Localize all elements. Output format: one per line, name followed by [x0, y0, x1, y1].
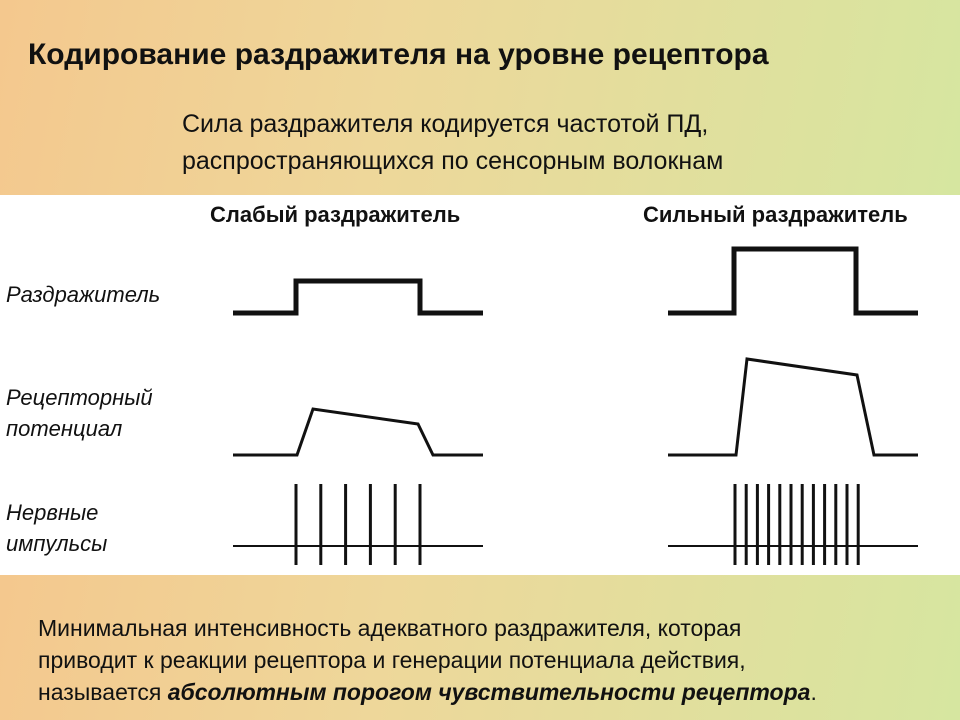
subtitle-line-2: распространяющихся по сенсорным волокнам — [182, 147, 724, 175]
row-label-nerve-line-2: импульсы — [6, 531, 108, 556]
weak-impulse-group — [296, 484, 420, 565]
row-label-receptor-line-1: Рецепторный — [6, 385, 153, 410]
page-title: Кодирование раздражителя на уровне рецептора — [28, 38, 769, 71]
strong-impulse-group — [735, 484, 858, 565]
definition-line-2: приводит к реакции рецептора и генерации потенциала действия, — [38, 647, 746, 673]
definition-line-3-suffix: . — [810, 679, 817, 705]
strong-stimulus-trace — [668, 249, 918, 313]
definition-line-3 — [38, 676, 817, 708]
strong-receptor-potential-trace — [668, 359, 918, 455]
definition-line-1: Минимальная интенсивность адекватного раздражителя, которая — [38, 615, 742, 641]
weak-stimulus-trace — [233, 281, 483, 313]
weak-receptor-potential-trace — [233, 409, 483, 455]
row-label-stimulus-text: Раздражитель — [6, 282, 161, 307]
subtitle-line-1: Сила раздражителя кодируется частотой ПД, — [182, 110, 709, 138]
row-label-receptor-line-2: потенциал — [6, 416, 123, 441]
row-label-nerve-line-1: Нервные — [6, 500, 99, 525]
column-header-strong: Сильный раздражитель — [643, 202, 908, 227]
column-header-weak: Слабый раздражитель — [210, 202, 461, 227]
definition-text — [38, 612, 817, 708]
absolute-threshold-term: абсолютным порогом чувствительности рецептора — [167, 679, 811, 705]
definition-line-3-prefix: называется — [38, 679, 168, 705]
